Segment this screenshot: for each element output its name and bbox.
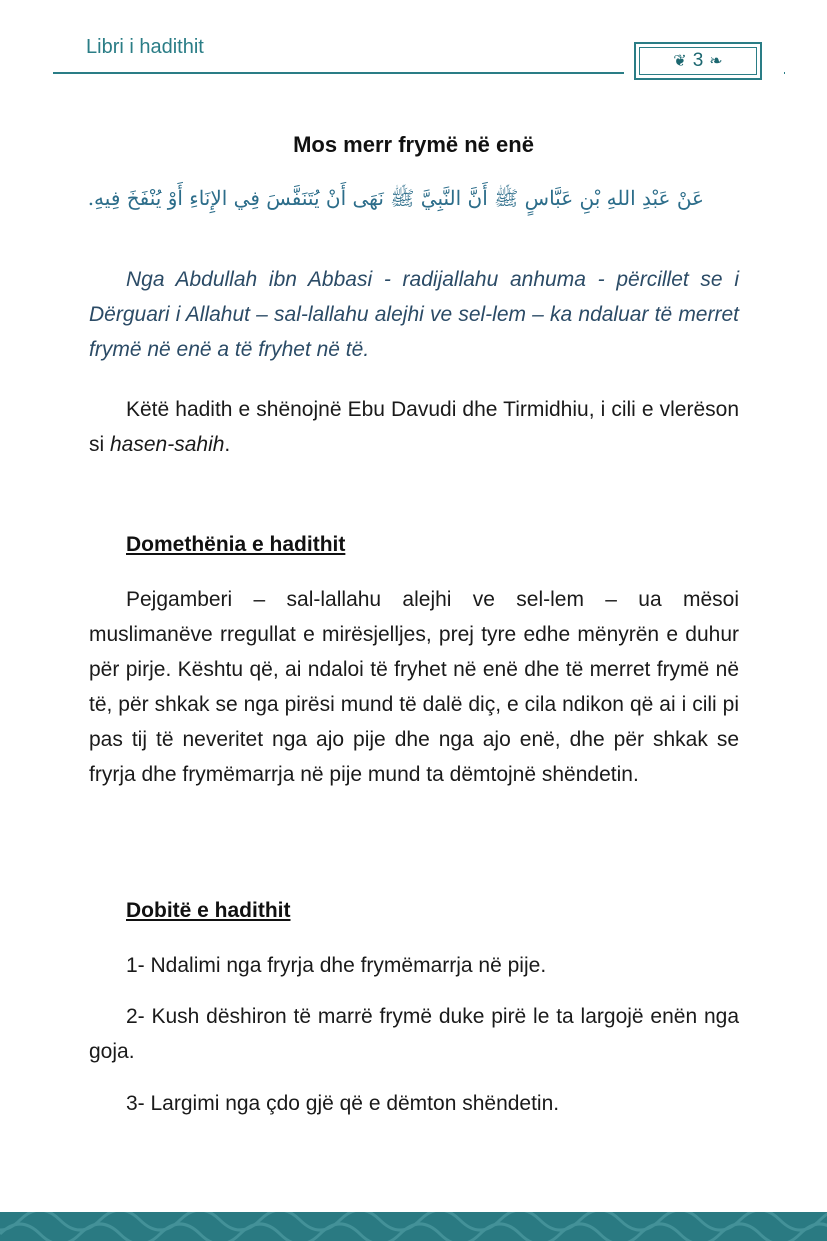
benefit-item: 1- Ndalimi nga fryrja dhe frymëmarrja në pije.	[126, 954, 547, 977]
meaning-paragraph: Pejgamberi – sal-lallahu alejhi ve sel-lem – ua mësoi muslimanëve rregullat e mirësjelljes, prej tyre edhe mënyrën e duhur për pirje. Kështu që, ai ndaloi të fryhet në enë dhe të merret frymë në të, për shkak se nga pirësi mund të dalë diç, e cila ndikon që ai i cili pi pas tij të neveritet nga ajo pije dhe nga ajo enë, dhe për shkak se fryrja dhe frymëmarrja në pije mund ta dëmtojnë shëndetin.	[89, 588, 739, 786]
page-number-frame	[634, 42, 762, 80]
hadith-title: Mos merr frymë në enë	[293, 132, 534, 157]
benefit-item: 3- Largimi nga çdo gjë që e dëmton shëndetin.	[126, 1092, 560, 1115]
arabic-hadith-text: عَنْ عَبْدِ اللهِ بْنِ عَبَّاسٍ ﷺ أَنَّ النَّبِيَّ ﷺ نَهَى أَنْ يُتَنَفَّسَ فِي الإِنَاءِ أَوْ يُنْفَخَ فِيهِ.	[87, 186, 704, 210]
footer-decorative-band	[0, 1212, 827, 1241]
page-number: 3	[692, 50, 704, 71]
source-text: Këtë hadith e shënojnë Ebu Davudi dhe Tirmidhiu, i cili e vlerëson si	[89, 398, 739, 456]
hadith-translation: Nga Abdullah ibn Abbasi - radijallahu anhuma - përcillet se i Dërguari i Allahut – sal-lallahu alejhi ve sel-lem – ka ndaluar të merret frymë në enë a të fryhet në të.	[89, 268, 739, 361]
ornament-right-icon: ❧	[709, 53, 723, 70]
ornament-left-icon: ❦	[673, 53, 687, 70]
page-number-badge	[624, 32, 784, 92]
source-grade: hasen-sahih	[110, 433, 225, 456]
footer-pattern-icon	[0, 1212, 827, 1241]
benefit-item: 2- Kush dëshiron të marrë frymë duke pirë le ta largojë enën nga goja.	[89, 1005, 739, 1063]
benefits-heading: Dobitë e hadithit	[126, 899, 291, 922]
running-header-title: Libri i hadithit	[86, 36, 204, 58]
meaning-heading: Domethënia e hadithit	[126, 533, 346, 556]
source-end: .	[224, 433, 231, 456]
hadith-source	[89, 392, 739, 462]
